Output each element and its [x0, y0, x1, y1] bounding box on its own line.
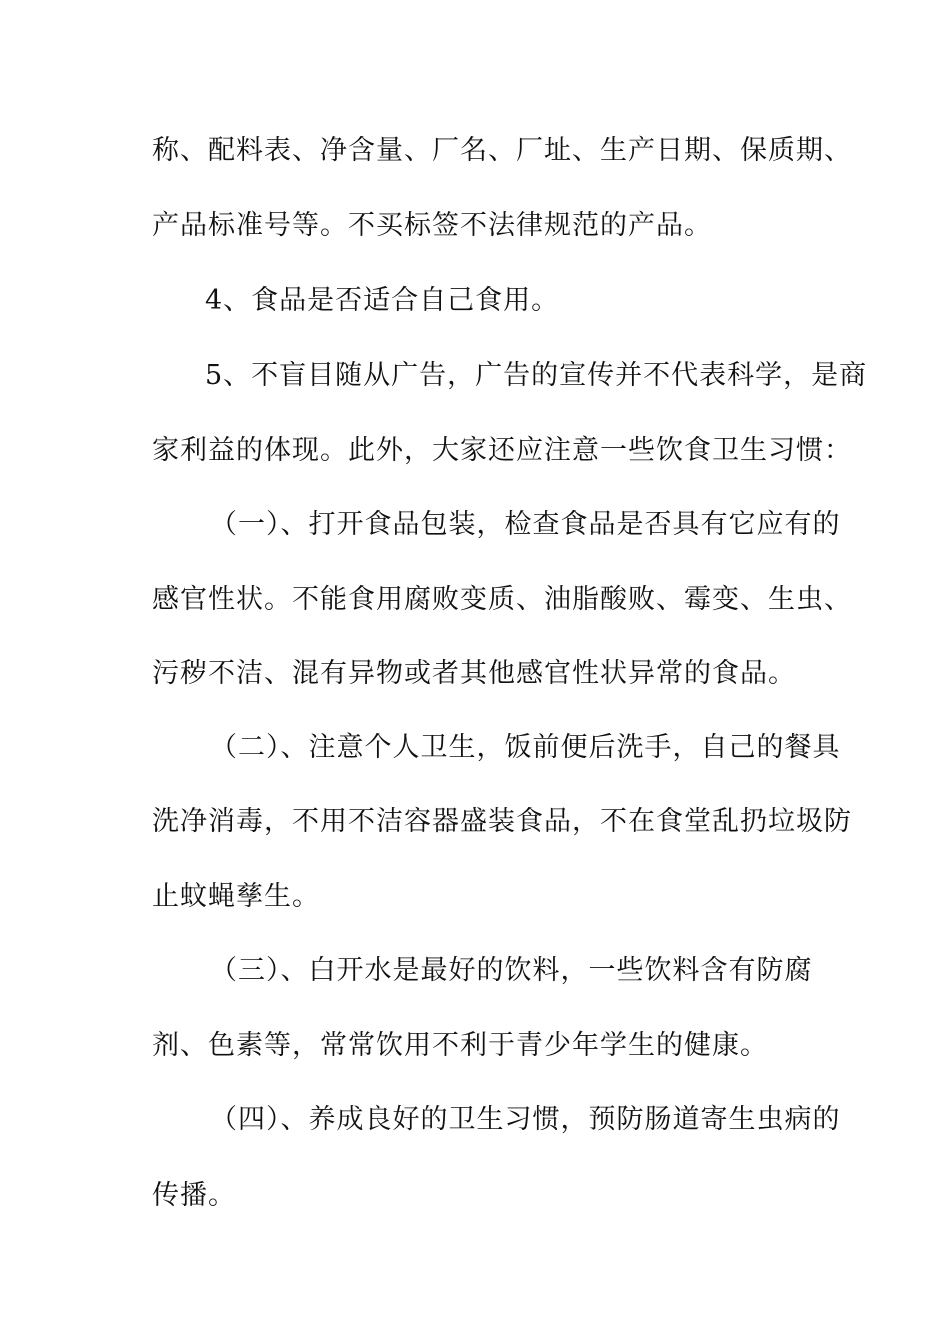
text-line: （四）、养成良好的卫生习惯，预防肠道寄生虫病的: [210, 1104, 841, 1135]
text-line: 家利益的体现。此外，大家还应注意一些饮食卫生习惯：: [152, 435, 852, 466]
text-line: 止蚊蝇孳生。: [152, 881, 320, 912]
text-line: 传播。: [152, 1180, 236, 1211]
text-line: （一）、打开食品包装，检查食品是否具有它应有的: [210, 509, 841, 540]
text-line: 4、食品是否适合自己食用。: [205, 285, 560, 316]
text-line: 产品标准号等。不买标签不法律规范的产品。: [152, 210, 712, 241]
text-line: 称、配料表、净含量、厂名、厂址、生产日期、保质期、: [152, 135, 852, 166]
text-line: （三）、白开水是最好的饮料，一些饮料含有防腐: [210, 955, 813, 986]
text-line: 感官性状。不能食用腐败变质、油脂酸败、霉变、生虫、: [152, 584, 852, 615]
text-line: 剂、色素等，常常饮用不利于青少年学生的健康。: [152, 1030, 768, 1061]
text-line: 5、不盲目随从广告，广告的宣传并不代表科学，是商: [205, 360, 868, 391]
text-line: 污秽不洁、混有异物或者其他感官性状异常的食品。: [152, 658, 796, 689]
text-line: 洗净消毒，不用不洁容器盛装食品，不在食堂乱扔垃圾防: [152, 806, 852, 837]
text-line: （二）、注意个人卫生，饭前便后洗手，自己的餐具: [210, 732, 841, 763]
